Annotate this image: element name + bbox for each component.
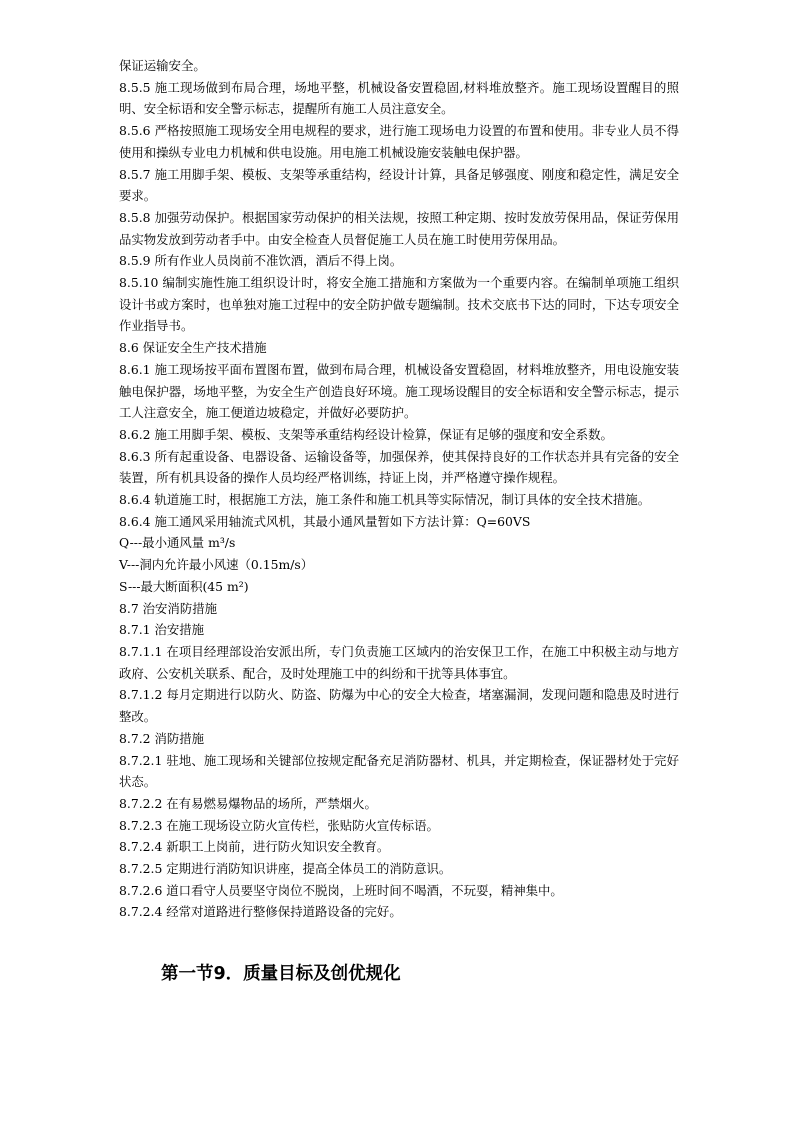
- paragraph: 8.7.2.2 在有易燃易爆物品的场所，严禁烟火。: [119, 795, 377, 811]
- paragraph: 8.6.1 施工现场按平面布置图布置，做到布局合理，机械设备安置稳固，材料堆放整齐，用电设施安装触电保护器，场地平整，为安全生产创造良好环境。施工现场设醒目的安全标语和安全警示标志，提示工人注意安全，施工便道边坡稳定，并做好必要防护。: [119, 361, 679, 421]
- paragraph: 8.7.2.3 在施工现场设立防火宣传栏，张贴防火宣传标语。: [119, 817, 439, 833]
- paragraph: 8.5.7 施工用脚手架、模板、支架等承重结构，经设计计算，具备足够强度、刚度和稳定性，满足安全要求。: [119, 166, 679, 204]
- paragraph: 8.5.6 严格按照施工现场安全用电规程的要求，进行施工现场电力设置的布置和使用。非专业人员不得使用和操纵专业电力机械和供电设施。用电施工机械设施安装触电保护器。: [119, 123, 679, 160]
- paragraph: 8.5.10 编制实施性施工组织设计时，将安全施工措施和方案做为一个重要内容。在编制单项施工组织设计书或方案时，也单独对施工过程中的安全防护做专题编制。技术交底书下达的同时，下达专项安全作业指导书。: [119, 275, 679, 334]
- section-heading-8-7: 8.7 治安消防措施: [119, 600, 217, 616]
- paragraph: 8.5.5 施工现场做到布局合理，场地平整，机械设备安置稳固,材料堆放整齐。施工现场设置醒目的照明、安全标语和安全警示标志，提醒所有施工人员注意安全。: [119, 79, 679, 117]
- paragraph: 8.6.4 施工通风采用轴流式风机，其最小通风量暂如下方法计算：Q=60VS: [119, 513, 531, 529]
- paragraph: 8.7.1.1 在项目经理部设治安派出所，专门负责施工区域内的治安保卫工作，在施工中积极主动与地方政府、公安机关联系、配合，及时处理施工中的纠纷和干扰等具体事宜。: [119, 643, 679, 681]
- formula-definition-v: V---洞内允许最小风速（0.15m/s）: [119, 557, 314, 573]
- section-heading-8-6: 8.6 保证安全生产技术措施: [119, 340, 267, 356]
- paragraph: 8.6.4 轨道施工时，根据施工方法，施工条件和施工机具等实际情况，制订具体的安全技术措施。: [119, 492, 651, 508]
- subsection-heading-8-7-2: 8.7.2 消防措施: [119, 730, 205, 746]
- chapter-heading: 第一节9．质量目标及创优规化: [161, 964, 401, 984]
- paragraph: 8.6.2 施工用脚手架、模板、支架等承重结构经设计检算，保证有足够的强度和安全系数。: [119, 426, 613, 442]
- paragraph: 8.7.2.1 驻地、施工现场和关键部位按规定配备充足消防器材、机具，并定期检查，保证器材处于完好状态。: [119, 752, 679, 790]
- formula-definition-q: Q---最小通风量 m³/s: [119, 535, 236, 551]
- paragraph: 保证运输安全。: [119, 58, 206, 73]
- paragraph: 8.7.2.6 道口看守人员要坚守岗位不脱岗，上班时间不喝酒，不玩耍，精神集中。: [119, 882, 563, 898]
- formula-definition-s: S---最大断面积(45 m²): [119, 578, 249, 594]
- paragraph: 8.5.9 所有作业人员岗前不准饮酒，酒后不得上岗。: [119, 253, 403, 269]
- subsection-heading-8-7-1: 8.7.1 治安措施: [119, 622, 205, 638]
- paragraph: 8.7.2.4 经常对道路进行整修保持道路设备的完好。: [119, 904, 402, 920]
- document-body: [119, 55, 679, 923]
- paragraph: 8.7.2.4 新职工上岗前，进行防火知识安全教育。: [119, 839, 390, 855]
- paragraph: 8.7.1.2 每月定期进行以防火、防盗、防爆为中心的安全大检查，堵塞漏洞，发现问题和隐患及时进行整改。: [119, 687, 679, 725]
- paragraph: 8.5.8 加强劳动保护。根据国家劳动保护的相关法规，按照工种定期、按时发放劳保用品，保证劳保用品实物发放到劳动者手中。由安全检查人员督促施工人员在施工时使用劳保用品。: [119, 209, 679, 247]
- paragraph: 8.6.3 所有起重设备、电器设备、运输设备等，加强保养，使其保持良好的工作状态并具有完备的安全装置，所有机具设备的操作人员均经严格训练，持证上岗，并严格遵守操作规程。: [119, 448, 679, 486]
- paragraph: 8.7.2.5 定期进行消防知识讲座，提高全体员工的消防意识。: [119, 861, 452, 877]
